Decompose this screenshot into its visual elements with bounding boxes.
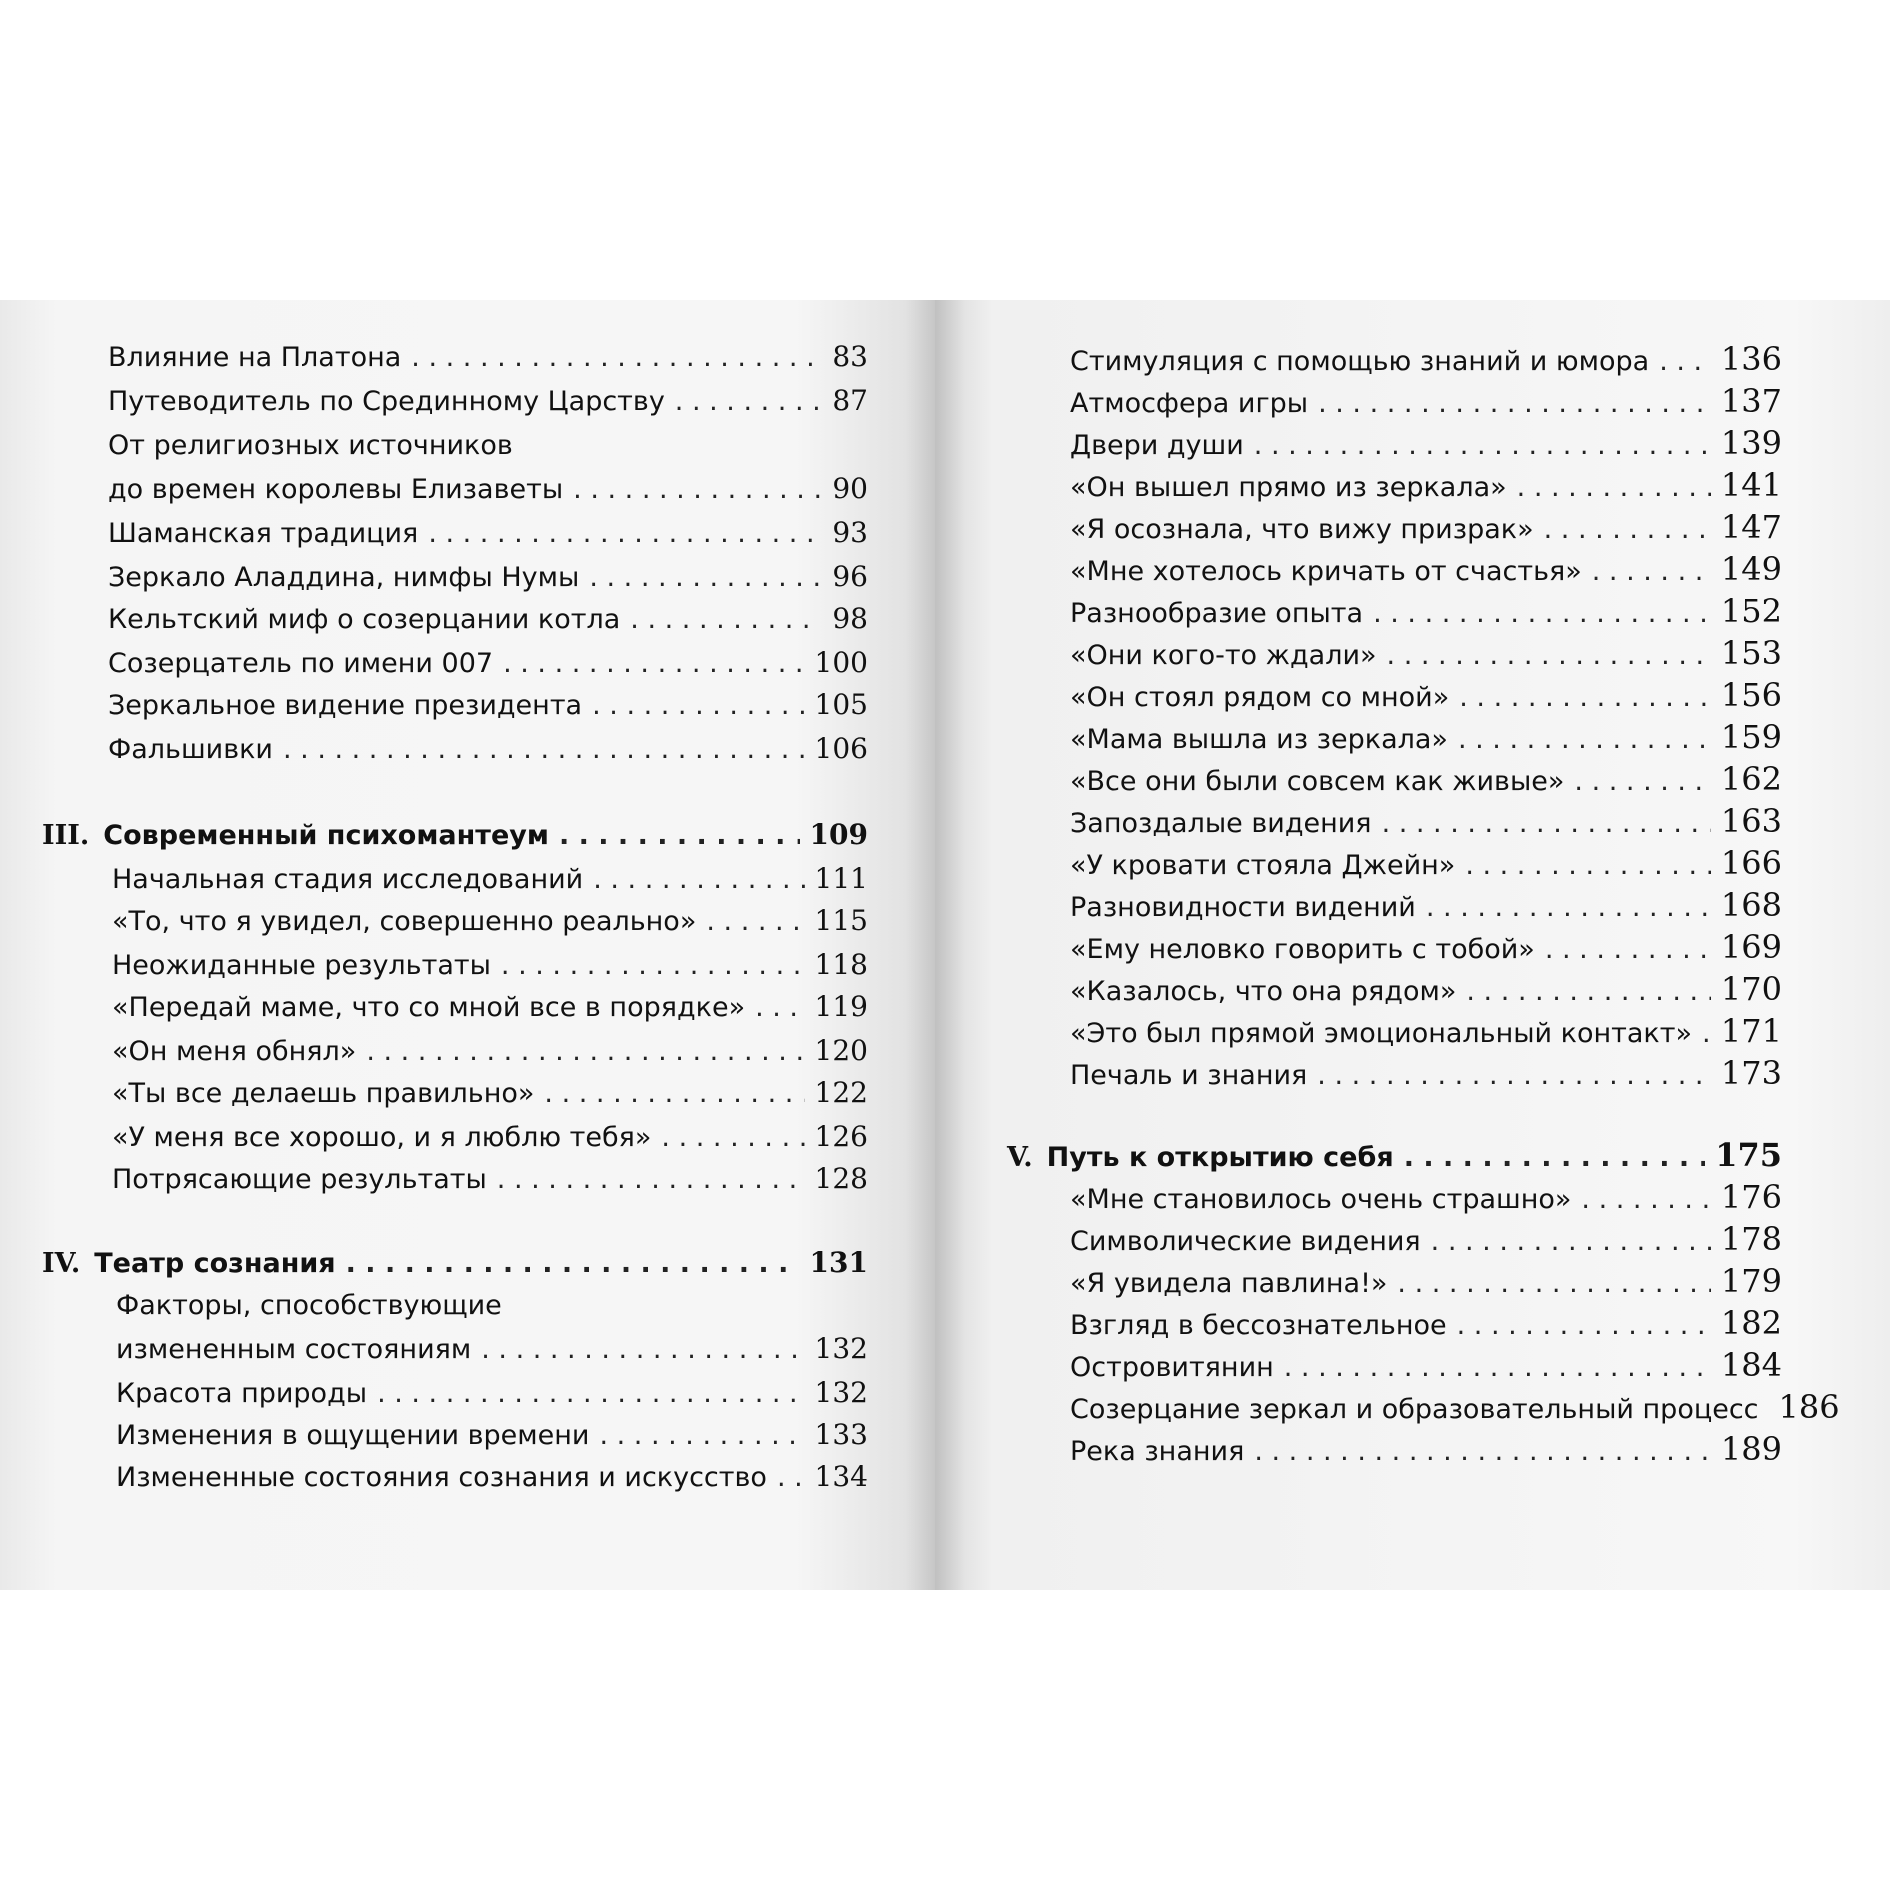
toc-entry-title: «Я увидела павлина!» xyxy=(1070,1268,1388,1299)
toc-entry-page: 134 xyxy=(814,1460,868,1493)
chapter-number: V. xyxy=(1007,1142,1033,1173)
leader-dots xyxy=(599,1420,804,1451)
toc-entry-title: до времен королевы Елизаветы xyxy=(108,474,564,505)
toc-entry-page: 170 xyxy=(1720,970,1782,1008)
toc-entry xyxy=(108,560,868,593)
toc-entry-title: Созерцание зеркал и образовательный процесс xyxy=(1070,1394,1759,1425)
toc-entry xyxy=(1070,802,1782,840)
toc-entry-title: Измененные состояния сознания и искусство xyxy=(116,1462,767,1493)
toc-entry xyxy=(1070,340,1782,378)
toc-entry-title: «Казалось, что она рядом» xyxy=(1070,976,1457,1007)
toc-entry-title: Потрясающие результаты xyxy=(112,1164,487,1195)
toc-entry-page: 136 xyxy=(1720,340,1782,378)
leader-dots xyxy=(1459,682,1711,713)
toc-entry-title: Запоздалые видения xyxy=(1070,808,1372,839)
toc-entry xyxy=(1070,718,1782,756)
toc-entry-title: «Это был прямой эмоциональный контакт» xyxy=(1070,1018,1692,1049)
toc-entry-page: 122 xyxy=(814,1076,868,1109)
toc-entry-page: 98 xyxy=(832,602,868,635)
toc-entry-title: Взгляд в бессознательное xyxy=(1070,1310,1447,1341)
toc-entry xyxy=(1070,928,1782,966)
leader-dots xyxy=(1659,346,1711,377)
leader-dots xyxy=(1574,766,1711,797)
leader-dots xyxy=(1397,1268,1711,1299)
leader-dots xyxy=(428,518,822,549)
toc-entry-page: 184 xyxy=(1720,1346,1782,1384)
toc-entry xyxy=(1070,466,1782,504)
leader-dots xyxy=(1592,556,1711,587)
leader-dots xyxy=(593,864,804,895)
chapter-title: Современный психомантеум xyxy=(103,820,549,851)
toc-entry-title: «Ему неловко говорить с тобой» xyxy=(1070,934,1535,965)
toc-entry-title: Зеркальное видение президента xyxy=(108,690,583,721)
toc-entry xyxy=(112,1034,868,1067)
leader-dots xyxy=(481,1334,804,1365)
toc-entry-page: 111 xyxy=(814,862,868,895)
toc-entry-page: 152 xyxy=(1720,592,1782,630)
leader-dots xyxy=(661,1122,804,1153)
toc-entry-title: Двери души xyxy=(1070,430,1244,461)
chapter-number: IV. xyxy=(42,1248,81,1279)
toc-entry-page: 149 xyxy=(1720,550,1782,588)
toc-entry-page: 132 xyxy=(814,1376,868,1409)
toc-entry-page: 175 xyxy=(1715,1136,1782,1174)
leader-dots xyxy=(501,950,805,981)
toc-entry-title: «То, что я увидел, совершенно реально» xyxy=(112,906,697,937)
leader-dots xyxy=(1431,1226,1711,1257)
leader-dots xyxy=(573,474,822,505)
leader-dots xyxy=(1317,1060,1711,1091)
toc-entry xyxy=(1070,886,1782,924)
toc-entry-page: 109 xyxy=(809,818,868,851)
leader-dots xyxy=(589,562,822,593)
toc-entry xyxy=(112,1076,868,1109)
toc-entry xyxy=(1070,424,1782,462)
toc-entry xyxy=(1070,634,1782,672)
toc-entry xyxy=(1070,1220,1782,1258)
left-page xyxy=(0,300,935,1590)
toc-entry-page: 105 xyxy=(814,688,868,721)
toc-entry-title: Кельтский миф о созерцании котла xyxy=(108,604,621,635)
leader-dots xyxy=(411,342,822,373)
toc-entry-page: 126 xyxy=(814,1120,868,1153)
toc-entry-page: 128 xyxy=(814,1162,868,1195)
leader-dots xyxy=(675,386,823,417)
leader-dots xyxy=(503,648,804,679)
leader-dots xyxy=(1404,1142,1706,1173)
toc-entry-page: 137 xyxy=(1720,382,1782,420)
toc-entry xyxy=(1070,844,1782,882)
toc-entry-page: 106 xyxy=(814,732,868,765)
toc-entry-title: Неожиданные результаты xyxy=(112,950,491,981)
toc-entry-page: 96 xyxy=(832,560,868,593)
book-spread xyxy=(0,300,1890,1590)
toc-entry-title: «Мама вышла из зеркала» xyxy=(1070,724,1448,755)
leader-dots xyxy=(346,1248,800,1279)
toc-entry xyxy=(112,1120,868,1153)
leader-dots xyxy=(1254,1436,1711,1467)
toc-entry xyxy=(108,384,868,417)
chapter-title: Путь к открытию себя xyxy=(1046,1142,1394,1173)
toc-entry xyxy=(116,1290,868,1321)
chapter-heading xyxy=(42,818,868,851)
toc-entry-page: 120 xyxy=(814,1034,868,1067)
toc-entry-page: 159 xyxy=(1720,718,1782,756)
leader-dots xyxy=(1544,514,1711,545)
toc-entry-page: 90 xyxy=(832,472,868,505)
toc-entry xyxy=(108,602,868,635)
leader-dots xyxy=(1284,1352,1711,1383)
toc-entry-page: 168 xyxy=(1720,886,1782,924)
toc-entry xyxy=(108,688,868,721)
leader-dots xyxy=(1545,934,1711,965)
toc-entry xyxy=(116,1418,868,1451)
toc-entry xyxy=(112,990,868,1023)
leader-dots xyxy=(559,820,800,851)
toc-entry xyxy=(112,1162,868,1195)
toc-entry-title: «Ты все делаешь правильно» xyxy=(112,1078,535,1109)
toc-entry xyxy=(116,1376,868,1409)
toc-entry xyxy=(1070,1430,1782,1468)
toc-entry-title: «У кровати стояла Джейн» xyxy=(1070,850,1456,881)
toc-entry-title: «Я осознала, что вижу призрак» xyxy=(1070,514,1534,545)
toc-entry-page: 115 xyxy=(814,904,868,937)
leader-dots xyxy=(630,604,822,635)
leader-dots xyxy=(544,1078,804,1109)
toc-entry-page: 141 xyxy=(1720,466,1782,504)
toc-entry-title: Стимуляция с помощью знаний и юмора xyxy=(1070,346,1650,377)
toc-entry-page: 186 xyxy=(1778,1388,1840,1426)
leader-dots xyxy=(1581,1184,1711,1215)
toc-entry-title: Факторы, способствующие xyxy=(116,1290,502,1321)
toc-entry-title: Зеркало Аладдина, нимфы Нумы xyxy=(108,562,580,593)
toc-entry-title: Разновидности видений xyxy=(1070,892,1416,923)
toc-entry-page: 162 xyxy=(1720,760,1782,798)
leader-dots xyxy=(1465,850,1711,881)
toc-entry xyxy=(1070,760,1782,798)
leader-dots xyxy=(366,1036,804,1067)
toc-entry xyxy=(1070,508,1782,546)
toc-entry xyxy=(108,430,868,461)
chapter-number: III. xyxy=(42,820,90,851)
toc-entry xyxy=(116,1332,868,1365)
right-page xyxy=(935,300,1890,1590)
toc-entry xyxy=(108,732,868,765)
leader-dots xyxy=(706,906,804,937)
toc-entry-title: «Он вышел прямо из зеркала» xyxy=(1070,472,1507,503)
toc-entry-page: 163 xyxy=(1720,802,1782,840)
toc-entry-title: Шаманская традиция xyxy=(108,518,419,549)
toc-entry-title: «Они кого-то ждали» xyxy=(1070,640,1377,671)
toc-entry-page: 87 xyxy=(832,384,868,417)
leader-dots xyxy=(777,1462,805,1493)
toc-entry-title: Созерцатель по имени 007 xyxy=(108,648,494,679)
toc-entry-page: 166 xyxy=(1720,844,1782,882)
toc-entry-page: 176 xyxy=(1720,1178,1782,1216)
leader-dots xyxy=(1517,472,1711,503)
toc-entry xyxy=(112,904,868,937)
toc-entry xyxy=(1070,1178,1782,1216)
toc-entry xyxy=(112,862,868,895)
toc-entry xyxy=(1070,970,1782,1008)
leader-dots xyxy=(755,992,804,1023)
toc-entry-page: 100 xyxy=(814,646,868,679)
toc-entry-page: 153 xyxy=(1720,634,1782,672)
leader-dots xyxy=(1702,1018,1711,1049)
toc-entry xyxy=(1070,676,1782,714)
toc-entry-page: 83 xyxy=(832,340,868,373)
toc-entry-page: 179 xyxy=(1720,1262,1782,1300)
toc-entry-title: Река знания xyxy=(1070,1436,1245,1467)
toc-entry-page: 131 xyxy=(809,1246,868,1279)
toc-entry xyxy=(1070,1346,1782,1384)
toc-entry xyxy=(112,948,868,981)
leader-dots xyxy=(1254,430,1711,461)
toc-entry-title: «Он меня обнял» xyxy=(112,1036,357,1067)
toc-entry xyxy=(116,1460,868,1493)
leader-dots xyxy=(1426,892,1711,923)
toc-entry-page: 132 xyxy=(814,1332,868,1365)
leader-dots xyxy=(1457,1310,1711,1341)
leader-dots xyxy=(283,734,805,765)
chapter-heading xyxy=(42,1246,868,1279)
toc-entry-title: «Передай маме, что со мной все в порядке» xyxy=(112,992,746,1023)
toc-entry-title: измененным состояниям xyxy=(116,1334,472,1365)
toc-entry xyxy=(108,340,868,373)
toc-entry-title: «Мне хотелось кричать от счастья» xyxy=(1070,556,1582,587)
toc-entry-page: 119 xyxy=(814,990,868,1023)
leader-dots xyxy=(1318,388,1711,419)
toc-entry xyxy=(1070,1304,1782,1342)
toc-entry-page: 147 xyxy=(1720,508,1782,546)
toc-entry-title: «У меня все хорошо, и я люблю тебя» xyxy=(112,1122,652,1153)
toc-entry-title: Разнообразие опыта xyxy=(1070,598,1364,629)
toc-entry-page: 139 xyxy=(1720,424,1782,462)
toc-entry-page: 189 xyxy=(1720,1430,1782,1468)
toc-entry-page: 133 xyxy=(814,1418,868,1451)
toc-entry-title: «Мне становилось очень страшно» xyxy=(1070,1184,1572,1215)
toc-entry xyxy=(1070,1388,1840,1426)
toc-entry-title: «Все они были совсем как живые» xyxy=(1070,766,1565,797)
leader-dots xyxy=(497,1164,805,1195)
chapter-heading xyxy=(1007,1136,1782,1174)
toc-entry-title: Атмосфера игры xyxy=(1070,388,1309,419)
toc-entry-title: Островитянин xyxy=(1070,1352,1274,1383)
toc-entry xyxy=(1070,1054,1782,1092)
toc-entry-page: 182 xyxy=(1720,1304,1782,1342)
chapter-title: Театр сознания xyxy=(94,1248,336,1279)
toc-entry-title: «Он стоял рядом со мной» xyxy=(1070,682,1450,713)
toc-entry xyxy=(1070,550,1782,588)
toc-entry-page: 169 xyxy=(1720,928,1782,966)
toc-entry xyxy=(108,516,868,549)
leader-dots xyxy=(1373,598,1711,629)
toc-entry-page: 156 xyxy=(1720,676,1782,714)
leader-dots xyxy=(1466,976,1711,1007)
toc-entry-page: 118 xyxy=(814,948,868,981)
toc-entry-title: Влияние на Платона xyxy=(108,342,402,373)
leader-dots xyxy=(1387,640,1711,671)
toc-entry xyxy=(1070,1262,1782,1300)
book-gutter xyxy=(905,300,965,1590)
leader-dots xyxy=(377,1378,804,1409)
toc-entry-page: 178 xyxy=(1720,1220,1782,1258)
leader-dots xyxy=(1382,808,1711,839)
toc-entry xyxy=(1070,1012,1782,1050)
toc-entry xyxy=(108,472,868,505)
toc-entry xyxy=(108,646,868,679)
toc-entry-title: Фальшивки xyxy=(108,734,273,765)
toc-entry-title: Печаль и знания xyxy=(1070,1060,1308,1091)
leader-dots xyxy=(1458,724,1711,755)
toc-entry-page: 171 xyxy=(1720,1012,1782,1050)
toc-entry-title: От религиозных источников xyxy=(108,430,513,461)
leader-dots xyxy=(592,690,804,721)
toc-entry-title: Красота природы xyxy=(116,1378,368,1409)
toc-entry xyxy=(1070,592,1782,630)
toc-entry-title: Символические видения xyxy=(1070,1226,1421,1257)
toc-entry-page: 93 xyxy=(832,516,868,549)
toc-entry-page: 173 xyxy=(1720,1054,1782,1092)
toc-entry xyxy=(1070,382,1782,420)
toc-entry-title: Путеводитель по Срединному Царству xyxy=(108,386,665,417)
toc-entry-title: Изменения в ощущении времени xyxy=(116,1420,590,1451)
toc-entry-title: Начальная стадия исследований xyxy=(112,864,584,895)
